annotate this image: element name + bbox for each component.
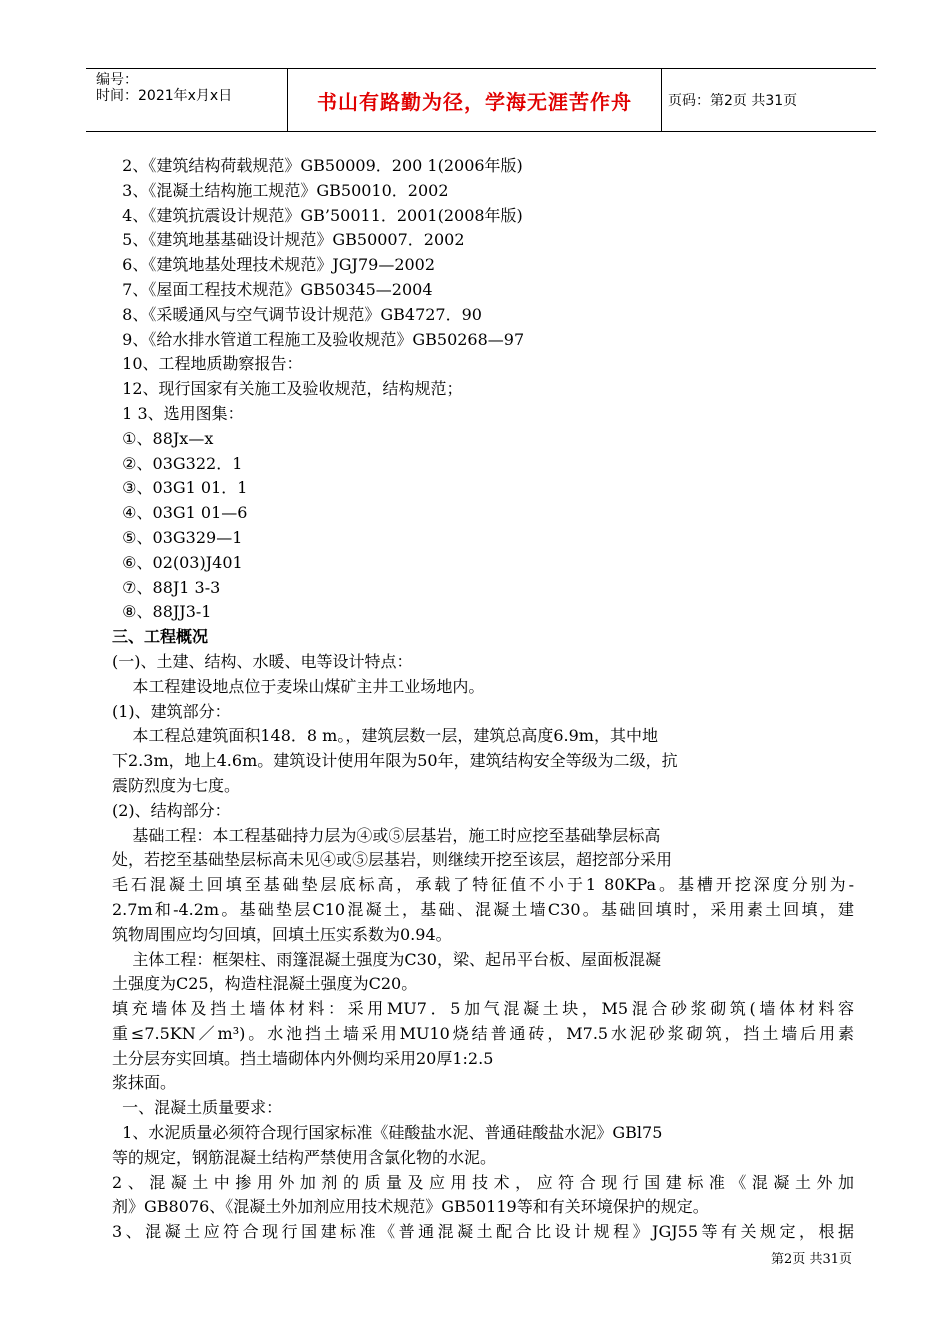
text-line: 12、现行国家有关施工及验收规范，结构规范；: [112, 379, 463, 399]
page-header: [86, 68, 876, 132]
text-line: 2、《建筑结构荷载规范》GB50009．200 1(2006年版): [112, 156, 523, 175]
text-line: (一)、土建、结构、水暖、电等设计特点：: [112, 651, 413, 671]
header-meta-cell: [86, 69, 288, 131]
text-line: 浆抹面。: [112, 1073, 177, 1093]
text-line: 土强度为C25，构造柱混凝土强度为C20。: [112, 974, 418, 994]
text-line: 7、《屋面工程技术规范》GB50345—2004: [112, 279, 433, 299]
text-line: ⑦、88J1 3-3: [112, 577, 221, 597]
text-line: 6、《建筑地基处理技术规范》JGJ79—2002: [112, 255, 436, 275]
text-line: ⑧、88JJ3-1: [112, 602, 212, 622]
text-line: 筑物周围应均匀回填，回填土压实系数为0.94。: [112, 924, 452, 944]
text-line: 基础工程：本工程基础持力层为④或⑤层基岩，施工时应挖至基础挚层标高: [112, 825, 661, 845]
text-line: 5、《建筑地基基础设计规范》GB50007．2002: [112, 230, 465, 250]
text-line: 1 3、选用图集：: [112, 403, 244, 423]
text-line: 2、混凝土中掺用外加剂的质量及应用技术，应符合现行国建标准《混凝土外加: [112, 1172, 854, 1192]
text-line: 3、《混凝土结构施工规范》GB50010．2002: [112, 180, 449, 200]
text-line: (2)、结构部分：: [112, 800, 231, 820]
text-line: 重≤7.5KN／m³)。水池挡土墙采用MU10烧结普通砖，M7.5水泥砂浆砌筑，挡土墙后用素: [112, 1023, 854, 1043]
document-number-label: 编号：: [96, 72, 138, 88]
text-line: 10、工程地质勘察报告：: [112, 354, 303, 374]
document-time-label: 时间：2021年x月x日: [96, 88, 233, 104]
text-line: 震防烈度为七度。: [112, 775, 241, 795]
header-motto: 书山有路勤为径，学海无涯苦作舟: [288, 69, 662, 131]
section-heading: 三、工程概况: [112, 627, 209, 647]
text-line: 毛石混凝土回填至基础垫层底标高，承载了特征值不小于1 80KPa。基槽开挖深度分别为-: [112, 875, 854, 895]
text-line: 2.7m和-4.2m。基础垫层C10混凝土，基础、混凝土墙C30。基础回填时，采用素土回填，建: [112, 899, 854, 919]
text-line: ④、03G1 01—6: [112, 503, 248, 523]
text-line: ⑥、02(03)J401: [112, 552, 243, 572]
text-line: ③、03G1 01．1: [112, 478, 248, 498]
text-line: ⑤、03G329—1: [112, 527, 243, 547]
text-line: 4、《建筑抗震设计规范》GB’50011．2001(2008年版): [112, 205, 523, 225]
text-line: ②、03G322．1: [112, 453, 243, 473]
text-line: 剂》GB8076、《混凝土外加剂应用技术规范》GB50119等和有关环境保护的规定。: [112, 1197, 709, 1217]
text-line: 本工程建设地点位于麦垛山煤矿主井工业场地内。: [112, 676, 485, 696]
text-line: (1)、建筑部分：: [112, 701, 231, 721]
text-line: 土分层夯实回填。挡土墙砌体内外侧均采用20厚1:2.5: [112, 1048, 494, 1068]
text-line: 本工程总建筑面积148．8 m。，建筑层数一层，建筑总高度6.9m，其中地: [112, 726, 658, 746]
document-body: [112, 154, 854, 1245]
text-line: 填充墙体及挡土墙体材料：采用MU7．5加气混凝土块，M5混合砂浆砌筑(墙体材料容: [112, 999, 854, 1019]
text-line: 下2.3m，地上4.6m。建筑设计使用年限为50年，建筑结构安全等级为二级，抗: [112, 751, 678, 771]
text-line: 3、混凝土应符合现行国建标准《普通混凝土配合比设计规程》JGJ55等有关规定，根据: [112, 1222, 854, 1242]
header-page-info: 页码：第2页 共31页: [668, 93, 798, 109]
text-line: 处，若挖至基础垫层标高未见④或⑤层基岩，则继续开挖至该层，超挖部分采用: [112, 850, 673, 870]
text-line: 1、水泥质量必须符合现行国家标准《硅酸盐水泥、普通硅酸盐水泥》GBl75: [112, 1123, 663, 1143]
text-line: 等的规定，钢筋混凝土结构严禁使用含氯化物的水泥。: [112, 1147, 497, 1167]
text-line: 一、混凝土质量要求：: [112, 1098, 283, 1118]
page-footer: 第2页 共31页: [771, 1252, 852, 1267]
text-line: 8、《采暖通风与空气调节设计规范》GB4727．90: [112, 304, 482, 324]
text-line: ①、88Jx—x: [112, 428, 214, 448]
text-line: 主体工程：框架柱、雨篷混凝土强度为C30，梁、起吊平台板、屋面板混凝: [112, 949, 661, 969]
text-line: 9、《给水排水管道工程施工及验收规范》GB50268—97: [112, 329, 525, 349]
